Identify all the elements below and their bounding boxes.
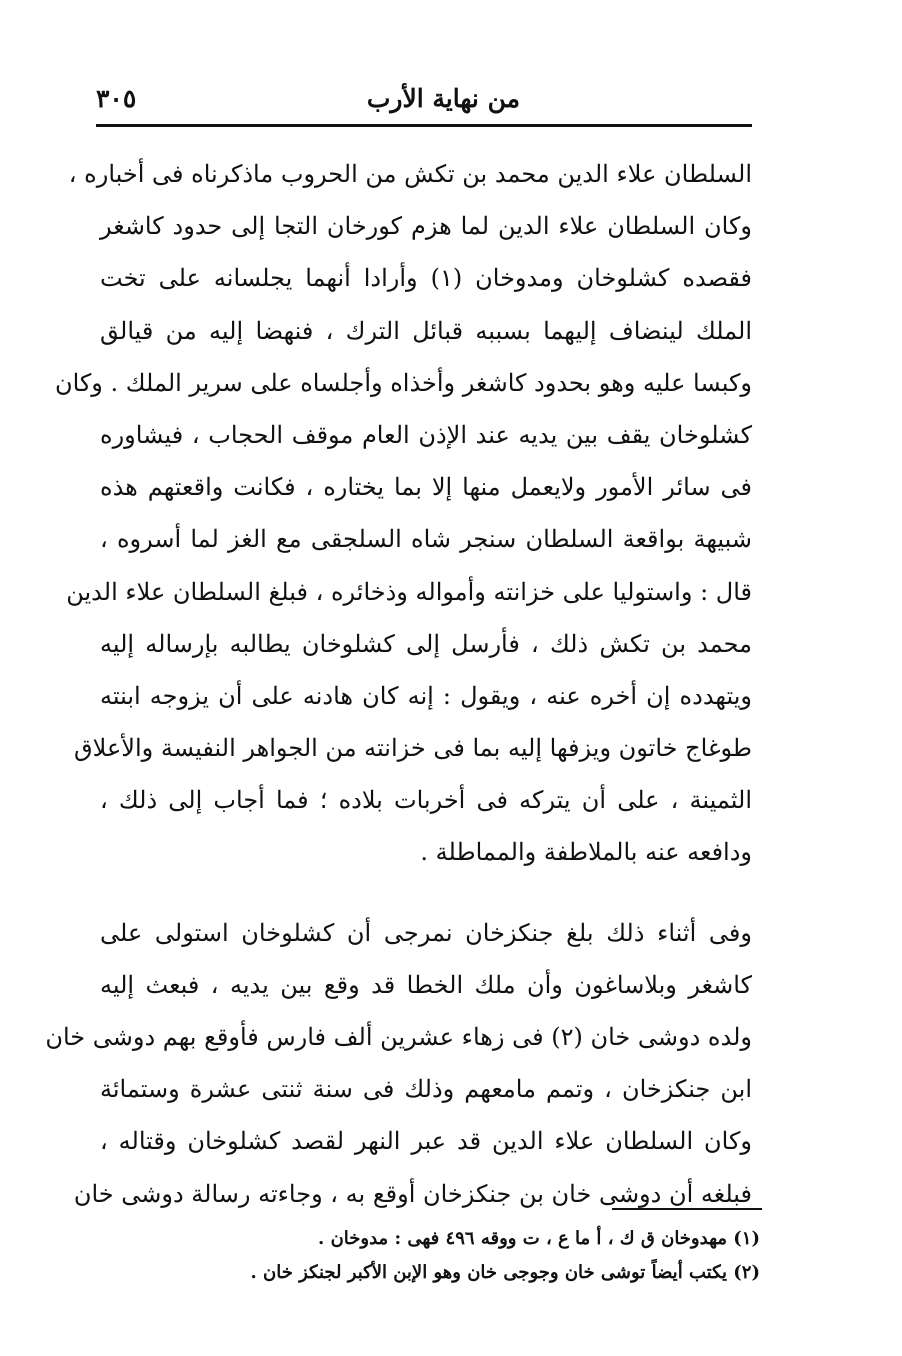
footnote-1: (١) مهدوخان ق ك ، أ ما ع ، ت ووقه ٤٩٦ فهى : مدوخان . bbox=[318, 1228, 760, 1249]
text-line: وكان السلطان علاء الدين قد عبر النهر لقصد كشلوخان وقتاله ، bbox=[100, 1127, 752, 1156]
text-line: وكان السلطان علاء الدين لما هزم كورخان التجا إلى حدود كاشغر bbox=[100, 212, 752, 241]
page-number: ٣٠٥ bbox=[96, 84, 137, 113]
text-line: وكبسا عليه وهو بحدود كاشغر وأخذاه وأجلساه على سرير الملك . وكان bbox=[54, 368, 752, 397]
text-line: ابن جنكزخان ، وتمم مامعهم وذلك فى سنة ثنتى عشرة وستمائة bbox=[100, 1075, 753, 1104]
running-title: من نهاية الأرب bbox=[366, 84, 520, 113]
text-line: ولده دوشى خان (٢) فى زهاء عشرين ألف فارس فأوقع بهم دوشى خان bbox=[45, 1023, 752, 1051]
text-line: طوغاج خاتون ويزفها إليه بما فى خزانته من الجواهر النفيسة والأعلاق bbox=[74, 734, 752, 763]
header-rule bbox=[96, 124, 752, 127]
footnote-rule bbox=[612, 1208, 762, 1210]
text-line: ويتهدده إن أخره عنه ، ويقول : إنه كان هادنه على أن يزوجه ابنته bbox=[100, 681, 752, 710]
body-text bbox=[45, 148, 753, 1220]
text-line: فبلغه أن دوشى خان بن جنكزخان أوقع به ، وجاءته رسالة دوشى خان bbox=[73, 1179, 752, 1208]
text-line: فقصده كشلوخان ومدوخان (١) وأرادا أنهما يجلسانه على تخت bbox=[100, 264, 752, 293]
text-line: الثمينة ، على أن يتركه فى أخربات بلاده ؛ فما أجاب إلى ذلك ، bbox=[100, 786, 752, 815]
paragraph-gap bbox=[100, 879, 752, 907]
text-line: الملك لينضاف إليهما بسببه قبائل الترك ، فنهضا إليه من قيالق bbox=[100, 316, 752, 345]
text-line: شبيهة بواقعة السلطان سنجر شاه السلجقى مع الغز لما أسروه ، bbox=[100, 525, 752, 554]
text-line: وفى أثناء ذلك بلغ جنكزخان نمرجى أن كشلوخان استولى على bbox=[100, 918, 752, 947]
text-line: كاشغر وبلاساغون وأن ملك الخطا قد وقع بين يديه ، فبعث إليه bbox=[100, 970, 752, 999]
text-line: ودافعه عنه بالملاطفة والمماطلة . bbox=[420, 838, 752, 867]
page-header bbox=[96, 78, 750, 124]
paragraph-1 bbox=[54, 148, 752, 879]
text-line: قال : واستوليا على خزانته وأمواله وذخائره ، فبلغ السلطان علاء الدين bbox=[66, 577, 752, 606]
text-line: محمد بن تكش ذلك ، فأرسل إلى كشلوخان يطالبه بإرساله إليه bbox=[100, 629, 752, 658]
footnote-2: (٢) يكتب أيضاً توشى خان وجوجى خان وهو الإبن الأكبر لجنكز خان . bbox=[250, 1262, 760, 1283]
paragraph-2 bbox=[45, 907, 753, 1220]
text-line: فى سائر الأمور ولايعمل منها إلا بما يختاره ، فكانت واقعتهم هذه bbox=[100, 473, 752, 502]
text-line: السلطان علاء الدين محمد بن تكش من الحروب ماذكرناه فى أخباره ، bbox=[68, 160, 752, 188]
footnotes bbox=[220, 1222, 760, 1290]
text-line: كشلوخان يقف بين يديه عند الإذن العام موقف الحجاب ، فيشاوره bbox=[100, 420, 752, 449]
